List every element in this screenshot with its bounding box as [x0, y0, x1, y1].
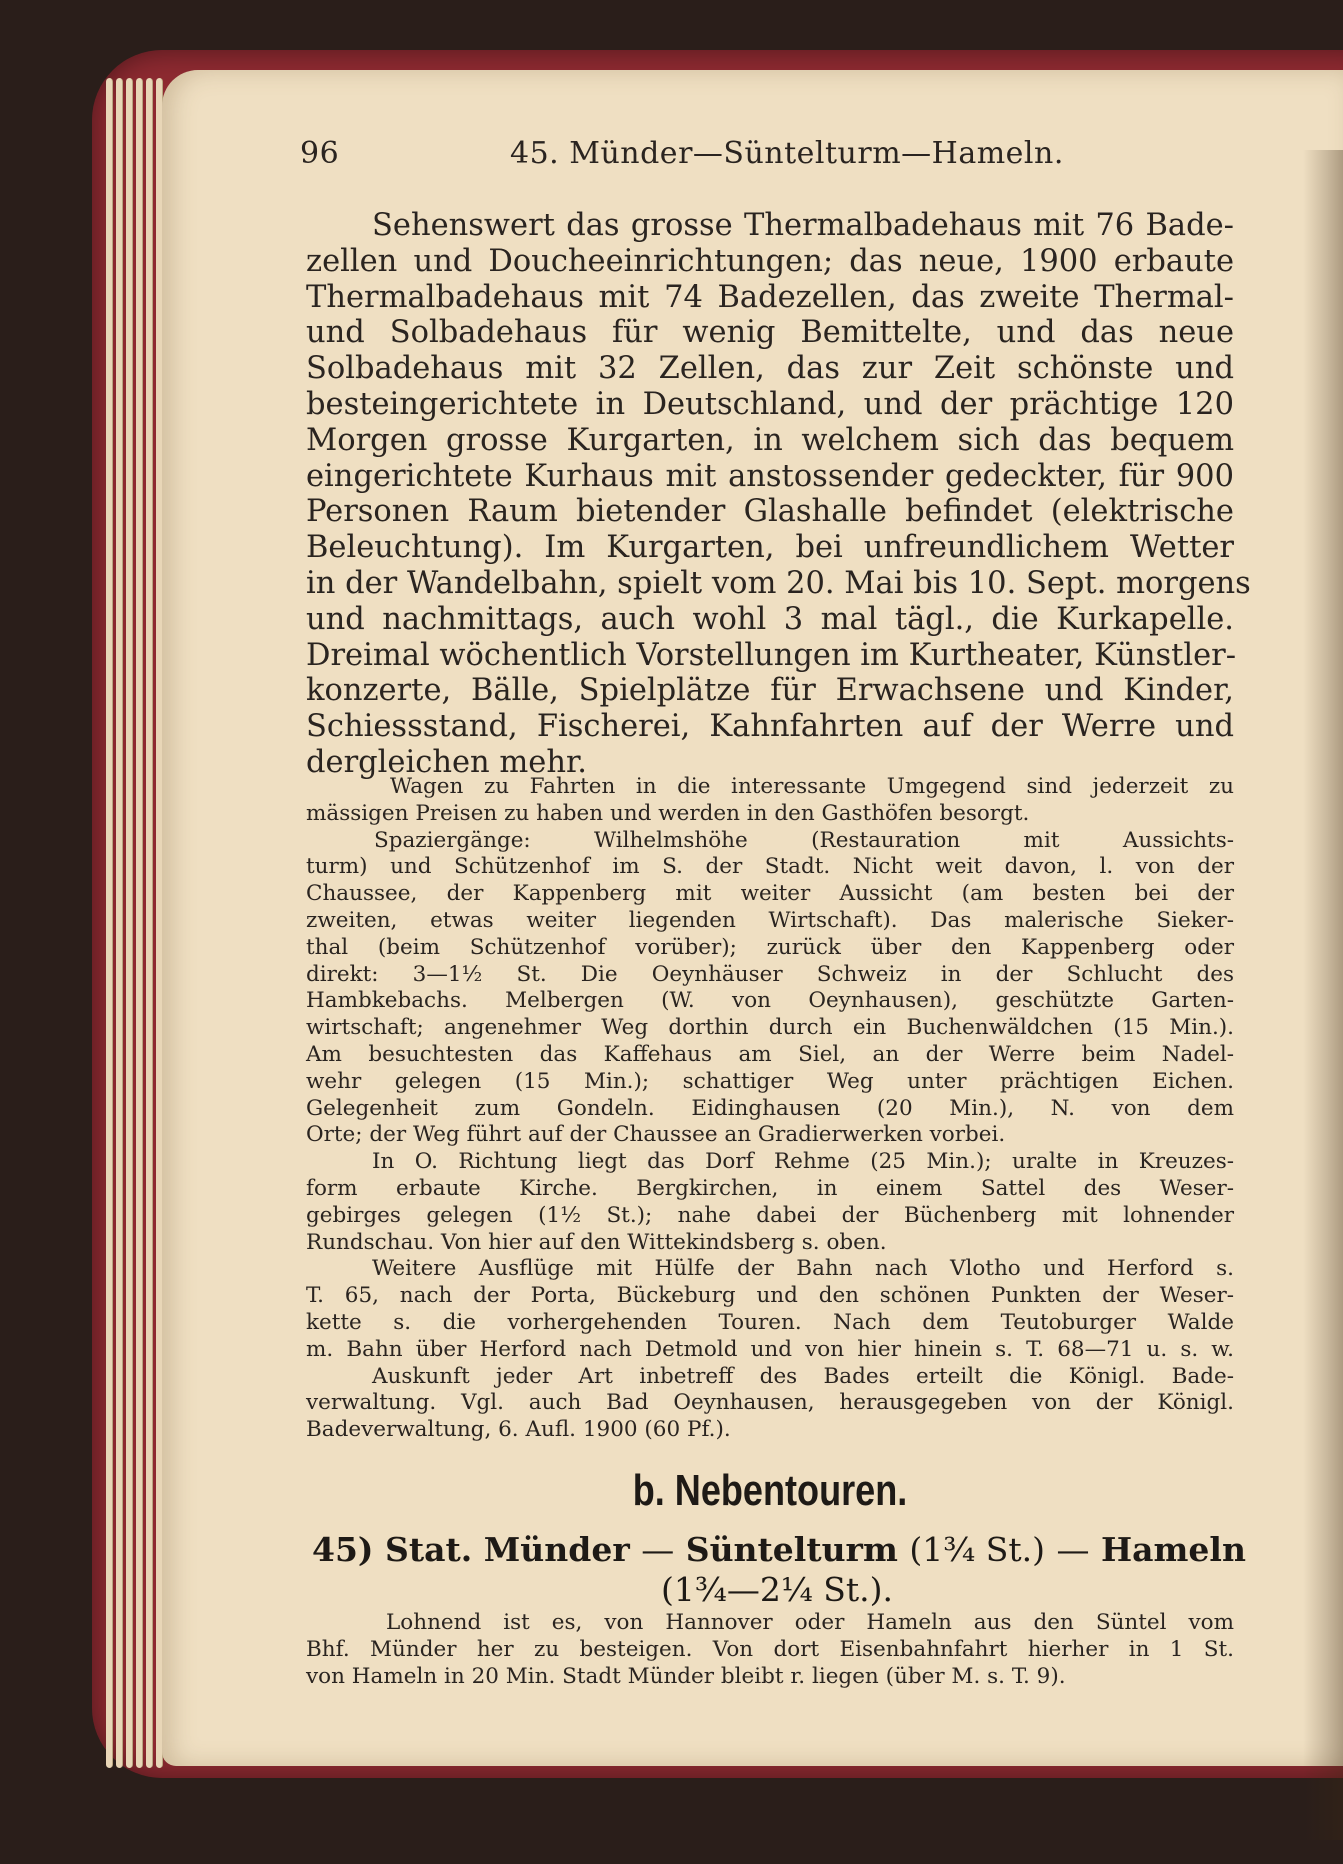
text-line: Beleuchtung). Im Kurgarten, bei unfreundlichem Wetter — [306, 530, 1234, 566]
text-line: Auskunft jeder Art inbetreff des Bades erteilt die Königl. Bade- — [372, 1363, 1234, 1389]
text-line: Dreimal wöchentlich Vorstellungen im Kurtheater, Künstler- — [306, 637, 1237, 673]
text-line: In O. Richtung liegt das Dorf Rehme (25 Min.); uralte in Kreuzes- — [372, 1149, 1234, 1175]
text-line: Schiessstand, Fischerei, Kahnfahrten auf der Werre und — [306, 709, 1234, 745]
text-line: Spaziergänge: Wilhelmshöhe (Restauration mit Aussichts- — [374, 827, 1234, 853]
text-line: mässigen Preisen zu haben und werden in den Gasthöfen besorgt. — [306, 800, 1030, 826]
text-line: verwaltung. Vgl. auch Bad Oeynhausen, herausgegeben von der Königl. — [306, 1390, 1234, 1416]
page-edge — [116, 78, 123, 1768]
text-line: zellen und Doucheeinrichtungen; das neue, 1900 erbaute — [306, 243, 1234, 279]
text-line: kette s. die vorhergehenden Touren. Nach dem Teutoburger Walde — [306, 1309, 1234, 1335]
text-line: Bhf. Münder her zu besteigen. Von dort Eisenbahnfahrt hierher in 1 St. — [306, 1636, 1234, 1662]
gutter-shadow — [1303, 150, 1343, 1840]
text-line: von Hameln in 20 Min. Stadt Münder bleibt r. liegen (über M. s. T. 9). — [306, 1663, 1066, 1689]
text-line: in der Wandelbahn, spielt vom 20. Mai bis 10. Sept. morgens — [306, 565, 1251, 601]
text-line: Orte; der Weg führt auf der Chaussee an Gradierwerken vorbei. — [306, 1122, 1006, 1148]
text-line: Rundschau. Von hier auf den Wittekindsberg s. oben. — [306, 1229, 887, 1255]
text-line: gebirges gelegen (1½ St.); nahe dabei der Büchenberg mit lohnender — [306, 1202, 1234, 1228]
route-title — [312, 1530, 1246, 1610]
page-edge — [126, 78, 133, 1768]
route-title-line — [312, 1530, 1246, 1570]
running-title: 45. Münder—Süntelturm—Hameln. — [510, 136, 1064, 171]
text-line: Solbadehaus mit 32 Zellen, das zur Zeit schönste und — [306, 351, 1234, 387]
route-stat: Stat. — [385, 1530, 473, 1569]
running-header — [300, 136, 1080, 176]
text-line: zweiten, etwas weiter liegenden Wirtschaft). Das malerische Sieker- — [306, 907, 1234, 933]
text-line: Lohnend ist es, von Hannover oder Hameln aus den Süntel vom — [386, 1610, 1234, 1635]
route-number: 45) — [312, 1530, 374, 1569]
text-line: Gelegenheit zum Gondeln. Eidinghausen (20 Min.), N. von dem — [306, 1095, 1234, 1121]
text-line: Weitere Ausflüge mit Hülfe der Bahn nach Vlotho und Herford s. — [372, 1256, 1234, 1282]
text-line: T. 65, nach der Porta, Bückeburg und den schönen Punkten der Weser- — [306, 1283, 1234, 1309]
text-line: besteingerichtete in Deutschland, und der prächtige 120 — [306, 386, 1234, 422]
text-line: turm) und Schützenhof im S. der Stadt. Nicht weit davon, l. von der — [306, 854, 1234, 880]
text-line: und Solbadehaus für wenig Bemittelte, und das neue — [306, 315, 1234, 351]
text-line: m. Bahn über Herford nach Detmold und von hier hinein s. T. 68—71 u. s. w. — [306, 1336, 1234, 1362]
text-line: wirtschaft; angenehmer Weg dorthin durch ein Buchenwäldchen (15 Min.). — [306, 1015, 1234, 1041]
text-line: Thermalbadehaus mit 74 Badezellen, das zweite Thermal- — [306, 279, 1234, 315]
page-edge — [136, 78, 143, 1768]
text-line: direkt: 3—1½ St. Die Oeynhäuser Schweiz in der Schlucht des — [306, 961, 1234, 987]
page-edge — [146, 78, 153, 1768]
text-line: und nachmittags, auch wohl 3 mal tägl., die Kurkapelle. — [306, 601, 1234, 637]
page-edge — [106, 78, 113, 1768]
page-number: 96 — [300, 136, 340, 171]
route-description — [306, 1610, 1234, 1690]
text-line: thal (beim Schützenhof vorüber); zurück über den Kappenberg oder — [306, 934, 1234, 960]
route-dash: — — [641, 1530, 675, 1569]
text-line: Wagen zu Fahrten in die interessante Umgegend sind jederzeit zu — [390, 774, 1234, 799]
text-line: konzerte, Bälle, Spielplätze für Erwachsene und Kinder, — [306, 673, 1234, 709]
text-line: Badeverwaltung, 6. Aufl. 1900 (60 Pf.). — [306, 1417, 731, 1443]
text-line: dergleichen mehr. — [306, 744, 587, 780]
text-line: Sehenswert das grosse Thermalbadehaus mit 76 Bade- — [372, 208, 1234, 243]
route-end: Hameln — [1100, 1530, 1246, 1569]
text-line: form erbaute Kirche. Bergkirchen, in einem Sattel des Weser- — [306, 1175, 1234, 1201]
route-time-total: (1¾—2¼ St.). — [660, 1570, 894, 1609]
main-paragraph — [306, 208, 1251, 781]
section-heading: b. Nebentouren. — [632, 1466, 908, 1515]
text-line: Am besuchtesten das Kaffehaus am Siel, an der Werre beim Nadel- — [306, 1041, 1234, 1067]
text-line: Personen Raum bietender Glashalle befindet (elektrische — [306, 494, 1234, 530]
text-line: Hambkebachs. Melbergen (W. von Oeynhausen), geschützte Garten- — [306, 988, 1234, 1014]
route-dash: — — [1056, 1530, 1090, 1569]
route-start: Münder — [483, 1530, 630, 1569]
small-print-section — [306, 774, 1234, 1444]
text-line: Chaussee, der Kappenberg mit weiter Aussicht (am besten bei der — [306, 881, 1234, 907]
text-line: wehr gelegen (15 Min.); schattiger Weg unter prächtigen Eichen. — [306, 1068, 1234, 1094]
text-line: Morgen grosse Kurgarten, in welchem sich das bequem — [306, 422, 1234, 458]
text-line: eingerichtete Kurhaus mit anstossender gedeckter, für 900 — [306, 458, 1234, 494]
route-via: Süntelturm — [685, 1530, 898, 1569]
route-time-leg: (1¾ St.) — [909, 1530, 1045, 1569]
